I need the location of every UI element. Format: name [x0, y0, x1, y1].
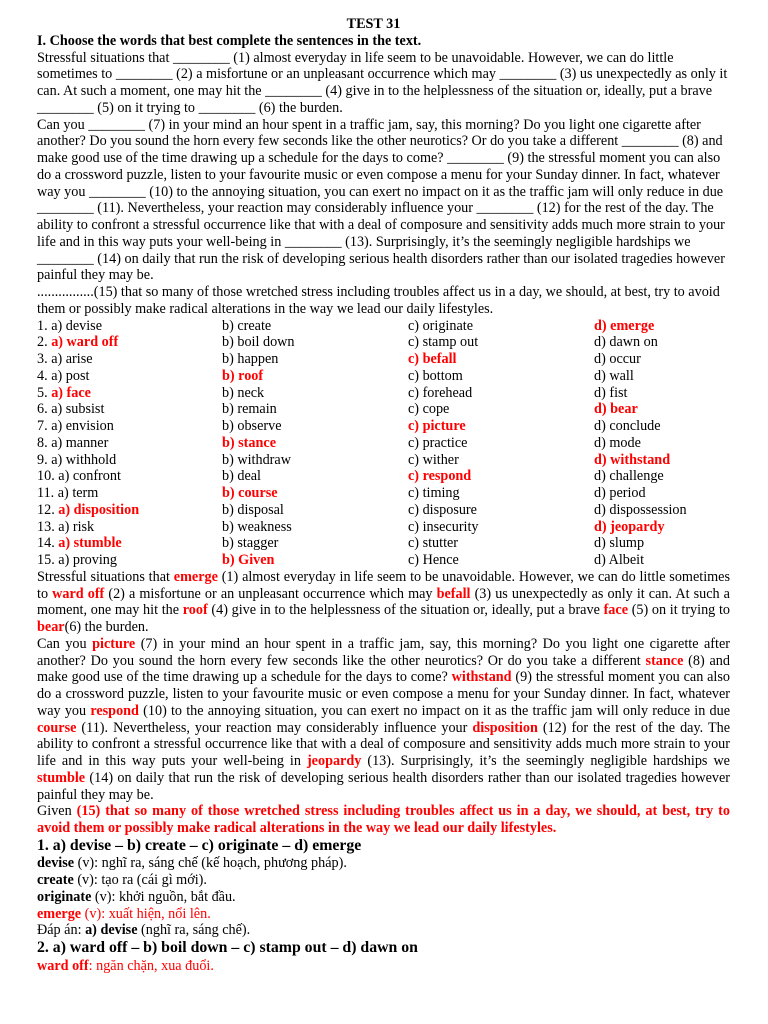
filled-answer: stance [645, 652, 684, 669]
term: create [37, 872, 74, 888]
passage-text: (5) on it trying to [628, 602, 731, 619]
option-10-b: b) deal [222, 468, 261, 485]
cloze-passage [37, 50, 730, 318]
explain-create [37, 872, 730, 889]
answered-paragraph-2 [37, 636, 730, 804]
option-9-c: c) wither [408, 451, 459, 468]
definition: : ngăn chặn, xua đuổi. [88, 957, 214, 974]
option-13-a: 13. a) risk [37, 518, 95, 535]
option-4-c: c) bottom [408, 367, 463, 384]
option-13-c: c) insecurity [408, 518, 479, 535]
question-2-heading: 2. a) ward off – b) boil down – c) stamp out – d) dawn on [37, 939, 418, 956]
explain-emerge [37, 906, 730, 923]
filled-answer: picture [92, 635, 136, 652]
option-5-c: c) forehead [408, 384, 473, 401]
option-6-b: b) remain [222, 401, 277, 418]
passage-text: Can you [37, 635, 93, 652]
answer-line [37, 922, 730, 939]
passage-text: (11). Nevertheless, your reaction may considerably influence your [76, 719, 473, 736]
passage-paragraph-1: Stressful situations that ________ (1) almost everyday in life seem to be unavoidable. However, we can do little sometimes to ________ (2) a misfortune or an unpleasant occurrence which may ________ (3) us unexpectedly as only it can. At such a moment, one may hit the ________ (4) give in to the helplessness of the situation or, ideally, put a brave ________ (5) on it trying to ________ (6) the burden. [37, 49, 728, 116]
definition: (v): xuất hiện, nổi lên. [81, 905, 211, 922]
explain-ward-off [37, 958, 730, 975]
passage-text: (6) the burden. [64, 619, 149, 635]
option-4-d: d) wall [594, 367, 634, 384]
option-1-c: c) originate [408, 317, 473, 334]
answered-passage [37, 569, 730, 837]
option-11-b: b) course [222, 485, 278, 501]
option-8-b: b) stance [222, 434, 276, 451]
option-2-b: b) boil down [222, 334, 295, 351]
definition: (v): tạo ra (cái gì mới). [73, 872, 207, 888]
answered-paragraph-1 [37, 569, 730, 636]
option-12-d: d) dispossession [594, 501, 687, 518]
option-6-d: d) bear [594, 401, 638, 418]
filled-answer: jeopardy [306, 753, 362, 769]
option-15-a: 15. a) proving [37, 552, 117, 568]
explain-devise [37, 855, 730, 872]
filled-answer: roof [182, 602, 208, 619]
filled-answer: course [37, 719, 77, 736]
passage-text: (1) almost everyday in life seem to be unavoidable. However, we can do little sometimes to [37, 568, 730, 602]
term: emerge [37, 905, 82, 922]
option-1-b: b) create [222, 317, 272, 334]
filled-answer: emerge [173, 568, 218, 585]
passage-text: (8) and make good use of the time drawing up a schedule for the days to come? [37, 652, 730, 686]
option-9-d: d) withstand [594, 451, 671, 468]
option-8-a: 8. a) manner [37, 434, 109, 451]
option-10-c: c) respond [408, 468, 472, 485]
filled-answer: face [603, 602, 628, 619]
option-3-b: b) happen [222, 351, 279, 367]
option-9-b: b) withdraw [222, 451, 291, 468]
passage-text: (4) give in to the helplessness of the situation or, ideally, put a brave [207, 602, 604, 619]
definition: (v): nghĩ ra, sáng chế (kế hoạch, phương pháp). [74, 855, 347, 872]
option-15-d: d) Albeit [594, 552, 645, 568]
option-6-c: c) cope [408, 401, 450, 418]
passage-paragraph-3: ................(15) that so many of those wretched stress including troubles affect us in a day, we should, at best, try to avoid them or possibly make radical alterations in the way we lead our daily lifestyles. [37, 284, 720, 317]
option-14-d: d) slump [594, 535, 645, 552]
explanations [37, 837, 730, 975]
option-6-a: 6. a) subsist [37, 401, 105, 418]
option-7-c: c) picture [408, 418, 466, 434]
option-13-b: b) weakness [222, 518, 292, 535]
option-7-a: 7. a) envision [37, 418, 114, 434]
answer-note: (nghĩ ra, sáng chế). [137, 922, 251, 939]
answered-paragraph-3 [37, 803, 730, 837]
term: devise [37, 855, 75, 872]
option-7-b: b) observe [222, 418, 282, 434]
option-8-d: d) mode [594, 434, 641, 451]
option-13-d: d) jeopardy [594, 518, 665, 535]
option-10-a: 10. a) confront [37, 468, 121, 485]
filled-answer: disposition [472, 719, 538, 736]
option-12-b: b) disposal [222, 501, 284, 518]
option-3-a: 3. a) arise [37, 351, 93, 367]
filled-answer: (15) that so many of those wretched stress including troubles affect us in a day, we should, at best, try to avoid them or possibly make radical alterations in the way we lead our daily lifestyles. [37, 803, 730, 836]
option-4-a: 4. a) post [37, 367, 90, 384]
option-10-d: d) challenge [594, 468, 664, 485]
filled-answer: withstand [451, 669, 512, 686]
option-2-a: 2. a) ward off [37, 334, 119, 351]
answer-value: a) devise [85, 922, 138, 939]
option-15-b: b) Given [222, 552, 275, 568]
passage-text: (12) for the rest of the day. The ability to confront a stressful occurrence like that with a deal of composure and sensitivity adds much more strain to your life and in this way puts your well-being in [37, 719, 730, 769]
option-11-d: d) period [594, 485, 646, 501]
passage-text: (14) on daily that run the risk of developing serious health disorders rather than our isolated tragedies however painful they may be. [37, 769, 730, 803]
passage-text: (13). Surprisingly, it’s the seemingly negligible hardships we [361, 753, 730, 769]
passage-text: (3) us unexpectedly as only it can. At such a moment, one may hit the [37, 585, 730, 619]
passage-paragraph-2: Can you ________ (7) in your mind an hour spent in a traffic jam, say, this morning? Do you light one cigarette after another? Do you sound the horn every few seconds like the other neurotics? Or do you take a different ________ (8) and make good use of the time drawing up a schedule for the days to come? ________ (9) the stressful moment you can also do a crossword puzzle, listen to your favourite music or even compose a menu for your Sunday dinner. In fact, whatever way you ________ (10) to the annoying situation, you can exert no impact on it as the traffic jam will only reduce in due ________ (11). Nevertheless, your reaction may considerably influence your ________ (12) for the rest of the day. The ability to confront a stressful occurrence like that with a deal of composure and sensitivity adds much more strain to your life and in this way puts your well-being in ________ (13). Surprisingly, it’s the seemingly negligible hardships we ________ (14) on daily that run the risk of developing serious health disorders rather than our isolated tragedies however painful they may be. [37, 116, 725, 284]
option-12-c: c) disposure [408, 501, 477, 518]
filled-answer: bear [37, 619, 65, 635]
option-3-c: c) befall [408, 351, 457, 367]
filled-answer: ward off [52, 585, 105, 602]
filled-answer: respond [90, 702, 139, 719]
option-11-a: 11. a) term [37, 485, 99, 501]
option-11-c: c) timing [408, 485, 460, 501]
answer-label: Đáp án: [37, 922, 86, 939]
option-9-a: 9. a) withhold [37, 451, 117, 468]
passage-text: Given [37, 803, 72, 820]
passage-text: (7) in your mind an hour spent in a traffic jam, say, this morning? Do you light one cigarette after another? Do you sound the horn every few seconds like the other neurotics? Or do you take a different [37, 635, 730, 669]
option-4-b: b) roof [222, 367, 264, 384]
option-2-d: d) dawn on [594, 334, 658, 351]
option-7-d: d) conclude [594, 418, 661, 434]
option-15-c: c) Hence [408, 552, 459, 568]
explain-originate [37, 889, 730, 906]
passage-text: Stressful situations that [37, 568, 174, 585]
question-1-heading: 1. a) devise – b) create – c) originate – d) emerge [37, 836, 362, 854]
test-title: TEST 31 [346, 16, 401, 32]
option-1-d: d) emerge [594, 317, 655, 334]
section-heading: I. Choose the words that best complete the sentences in the text. [37, 32, 422, 49]
definition: (v): khởi nguồn, bắt đầu. [91, 888, 236, 905]
option-5-a: 5. a) face [37, 384, 91, 401]
passage-text: (2) a misfortune or an unpleasant occurrence which may [104, 585, 437, 602]
option-5-b: b) neck [222, 384, 265, 401]
options-grid [37, 318, 730, 569]
option-1-a: 1. a) devise [37, 317, 103, 334]
filled-answer: stumble [37, 769, 86, 786]
option-8-c: c) practice [408, 434, 468, 451]
passage-text: (9) the stressful moment you can also do a crossword puzzle, listen to your favourite music or even compose a menu for your Sunday dinner. In fact, whatever way you [37, 669, 730, 719]
filled-answer: befall [436, 585, 471, 602]
option-3-d: d) occur [594, 351, 641, 367]
passage-text: (10) to the annoying situation, you can exert no impact on it as the traffic jam will only reduce in due [138, 702, 730, 719]
option-12-a: 12. a) disposition [37, 501, 140, 518]
option-2-c: c) stamp out [408, 334, 479, 351]
option-14-a: 14. a) stumble [37, 535, 122, 552]
term: originate [37, 888, 92, 905]
term: ward off [37, 957, 89, 974]
option-5-d: d) fist [594, 384, 628, 401]
option-14-b: b) stagger [222, 535, 279, 552]
option-14-c: c) stutter [408, 535, 459, 552]
